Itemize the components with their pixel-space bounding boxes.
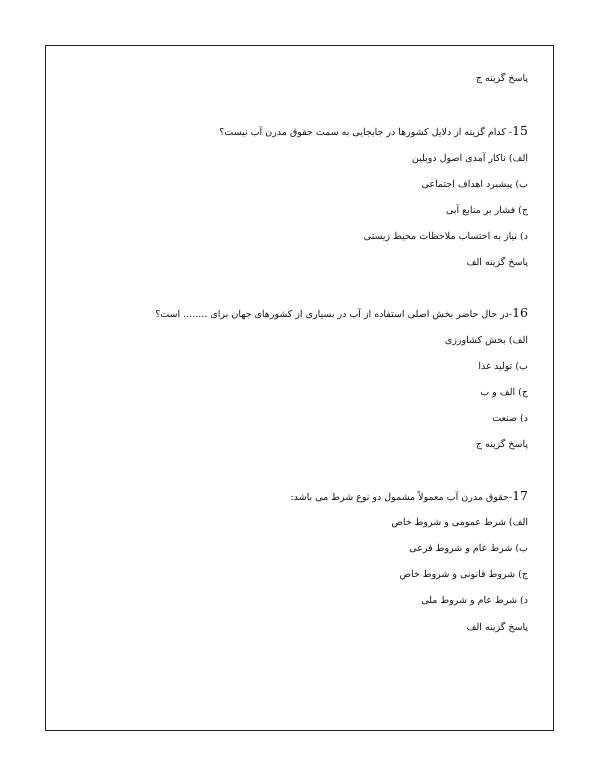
q15-option-a: الف) ناکار آمدی اصول دوبلین (411, 153, 528, 164)
question-16-text: -در حال حاضر بخش اصلی استفاده از آب در بسیاری از کشورهای جهان برای ........ است؟ (155, 309, 513, 320)
question-17 (290, 489, 528, 505)
q17-option-a: الف) شرط عمومی و شروط خاص (391, 517, 528, 528)
question-17-text: -حقوق مدرن آب معمولاً مشمول دو نوع شرط می باشد: (290, 492, 513, 503)
question-17-number: 17 (512, 488, 528, 503)
q15-option-c: ج) فشار بر منابع آبی (445, 205, 528, 216)
q15-option-b: ب) پیشبرد اهداف اجتماعی (421, 179, 528, 190)
q16-option-c: ج) الف و ب (480, 387, 528, 398)
question-15 (219, 124, 528, 140)
answer-14: پاسخ گزینه ج (475, 73, 528, 84)
q17-option-d: د) شرط عام و شروط ملی (421, 595, 528, 606)
q15-option-d: د) نیاز به احتساب ملاحظات محیط زیستی (363, 231, 528, 242)
question-16-number: 16 (512, 305, 528, 320)
q16-option-a: الف) بخش کشاورزی (444, 335, 528, 346)
question-15-text: - کدام گزینه از دلایل کشورها در جابجایی به سمت حقوق مدرن آب نیست؟ (219, 127, 513, 138)
q17-answer: پاسخ گزینه الف (466, 622, 528, 633)
question-16 (155, 306, 528, 322)
q17-option-c: ج) شروط قانونی و شروط خاص (399, 569, 528, 580)
question-15-number: 15 (512, 123, 528, 138)
q16-option-b: ب) تولید غذا (478, 361, 528, 372)
q15-answer: پاسخ گزینه الف (466, 257, 528, 268)
q16-option-d: د) صنعت (492, 413, 528, 424)
q17-option-b: ب) شرط عام و شروط فرعی (409, 543, 528, 554)
q16-answer: پاسخ گزینه ج (475, 439, 528, 450)
